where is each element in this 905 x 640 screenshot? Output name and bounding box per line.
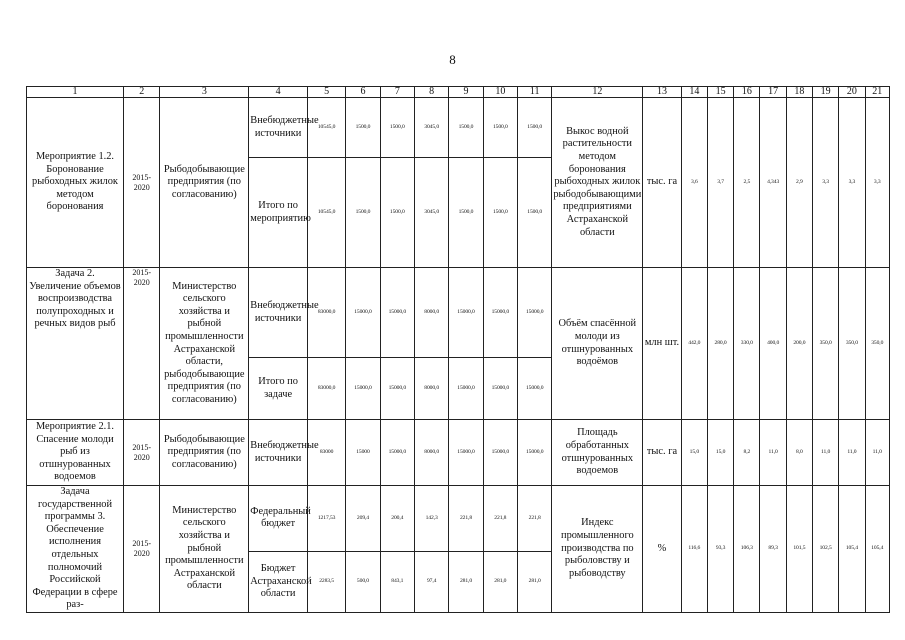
page-number: 8	[449, 52, 456, 67]
col-header: 10	[483, 87, 517, 98]
amount-cell: 500,0	[346, 551, 380, 612]
col-header: 2	[124, 87, 160, 98]
col-header: 3	[160, 87, 249, 98]
task-name: Задача 2. Увеличение объемов воспроизводства полупроходных и речных видов рыб	[27, 268, 124, 420]
unit-cell: тыс. га	[643, 98, 681, 268]
amount-cell: 15000,0	[346, 268, 380, 358]
amount-cell: 15000,0	[449, 420, 483, 486]
amount-cell: 15000,0	[346, 358, 380, 420]
funding-source: Итого по задаче	[249, 358, 308, 420]
indicator-value: 89,3	[760, 486, 786, 613]
amount-cell: 221,8	[483, 486, 517, 552]
amount-cell: 15000,0	[518, 358, 552, 420]
col-header: 12	[552, 87, 643, 98]
col-header: 15	[707, 87, 733, 98]
years-cell: 2015-2020	[124, 420, 160, 486]
table-row	[27, 420, 890, 486]
indicator-value: 3,3	[865, 98, 889, 268]
funding-source: Итого по мероприятию	[249, 158, 308, 268]
executor-cell: Министерство сельского хозяйства и рыбной промышленности Астраханской области, рыбодобывающие предприятия (по согласованию)	[160, 268, 249, 420]
years-cell: 2015-2020	[124, 98, 160, 268]
indicator-value: 280,0	[707, 268, 733, 420]
col-header: 19	[813, 87, 839, 98]
years-cell: 2015-2020	[124, 268, 160, 420]
col-header: 20	[839, 87, 865, 98]
unit-cell: тыс. га	[643, 420, 681, 486]
col-header: 21	[865, 87, 889, 98]
indicator-value: 3,3	[813, 98, 839, 268]
indicator-value: 2,9	[786, 98, 812, 268]
amount-cell: 15000,0	[483, 358, 517, 420]
funding-source: Внебюджетные источники	[249, 98, 308, 158]
activity-name: Мероприятие 1.2. Боронование рыбоходных жилок методом боронования	[27, 98, 124, 268]
executor-cell: Рыбодобывающие предприятия (по согласованию)	[160, 420, 249, 486]
executor-cell: Рыбодобывающие предприятия (по согласованию)	[160, 98, 249, 268]
indicator-cell: Объём спасённой молоди из отшнурованных водоёмов	[552, 268, 643, 420]
amount-cell: 221,8	[518, 486, 552, 552]
amount-cell: 83000,0	[307, 358, 345, 420]
col-header: 14	[681, 87, 707, 98]
amount-cell: 221,8	[449, 486, 483, 552]
amount-cell: 15000,0	[518, 268, 552, 358]
task-name: Задача государственной программы 3. Обеспечение исполнения отдельных полномочий Российской Федерации в сфере раз-	[27, 486, 124, 613]
unit-cell: млн шт.	[643, 268, 681, 420]
unit-cell: %	[643, 486, 681, 613]
amount-cell: 15000,0	[380, 268, 414, 358]
amount-cell: 3045,0	[414, 98, 448, 158]
amount-cell: 843,1	[380, 551, 414, 612]
amount-cell: 1500,0	[518, 98, 552, 158]
indicator-value: 330,0	[734, 268, 760, 420]
program-table	[26, 86, 890, 613]
indicator-value: 11,0	[865, 420, 889, 486]
amount-cell: 281,0	[449, 551, 483, 612]
amount-cell: 15000	[346, 420, 380, 486]
col-header: 11	[518, 87, 552, 98]
amount-cell: 2283,5	[307, 551, 345, 612]
amount-cell: 1217,53	[307, 486, 345, 552]
indicator-value: 15,0	[681, 420, 707, 486]
indicator-value: 102,5	[813, 486, 839, 613]
funding-source: Внебюджетные источники	[249, 420, 308, 486]
indicator-value: 11,0	[760, 420, 786, 486]
indicator-cell: Выкос водной растительности методом боронования рыбоходных жилок рыбодобывающими предприятиями Астраханской области	[552, 98, 643, 268]
years-cell: 2015-2020	[124, 486, 160, 613]
amount-cell: 15000,0	[380, 358, 414, 420]
amount-cell: 1500,0	[380, 158, 414, 268]
indicator-cell: Индекс промышленного производства по рыболовству и рыбоводству	[552, 486, 643, 613]
amount-cell: 15000,0	[483, 268, 517, 358]
col-header: 17	[760, 87, 786, 98]
amount-cell: 8000,0	[414, 420, 448, 486]
amount-cell: 1500,0	[483, 98, 517, 158]
indicator-value: 200,0	[786, 268, 812, 420]
activity-name: Мероприятие 2.1. Спасение молоди рыб из отшнурованных водоемов	[27, 420, 124, 486]
amount-cell: 209,4	[346, 486, 380, 552]
col-header: 16	[734, 87, 760, 98]
indicator-value: 3,7	[707, 98, 733, 268]
col-header: 9	[449, 87, 483, 98]
amount-cell: 281,0	[483, 551, 517, 612]
table-row	[27, 98, 890, 158]
amount-cell: 1500,0	[346, 98, 380, 158]
indicator-value: 15,0	[707, 420, 733, 486]
indicator-cell: Площадь обработанных отшнурованных водоемов	[552, 420, 643, 486]
indicator-value: 2,5	[734, 98, 760, 268]
indicator-value: 3,6	[681, 98, 707, 268]
indicator-value: 3,3	[839, 98, 865, 268]
amount-cell: 3045,0	[414, 158, 448, 268]
indicator-value: 350,0	[865, 268, 889, 420]
amount-cell: 15000,0	[449, 268, 483, 358]
amount-cell: 15000,0	[449, 358, 483, 420]
indicator-value: 400,0	[760, 268, 786, 420]
col-header: 1	[27, 87, 124, 98]
indicator-value: 8,0	[786, 420, 812, 486]
col-header: 18	[786, 87, 812, 98]
indicator-value: 93,3	[707, 486, 733, 613]
table-row	[27, 268, 890, 358]
amount-cell: 142,3	[414, 486, 448, 552]
col-header: 4	[249, 87, 308, 98]
indicator-value: 4,343	[760, 98, 786, 268]
amount-cell: 15000,0	[518, 420, 552, 486]
amount-cell: 1500,0	[483, 158, 517, 268]
amount-cell: 83000,0	[307, 268, 345, 358]
amount-cell: 200,4	[380, 486, 414, 552]
indicator-value: 350,0	[813, 268, 839, 420]
col-header: 13	[643, 87, 681, 98]
header-row	[27, 87, 890, 98]
indicator-value: 105,4	[839, 486, 865, 613]
amount-cell: 97,4	[414, 551, 448, 612]
col-header: 5	[307, 87, 345, 98]
amount-cell: 1500,0	[449, 98, 483, 158]
funding-source: Бюджет Астраханской области	[249, 551, 308, 612]
funding-source: Федеральный бюджет	[249, 486, 308, 552]
amount-cell: 1500,0	[449, 158, 483, 268]
table-row	[27, 486, 890, 552]
indicator-value: 8,2	[734, 420, 760, 486]
indicator-value: 442,0	[681, 268, 707, 420]
col-header: 7	[380, 87, 414, 98]
amount-cell: 15000,0	[483, 420, 517, 486]
col-header: 8	[414, 87, 448, 98]
amount-cell: 281,0	[518, 551, 552, 612]
funding-source: Внебюджетные источники	[249, 268, 308, 358]
indicator-value: 105,4	[865, 486, 889, 613]
indicator-value: 11,0	[813, 420, 839, 486]
amount-cell: 8000,0	[414, 358, 448, 420]
amount-cell: 1500,0	[346, 158, 380, 268]
indicator-value: 101,5	[786, 486, 812, 613]
col-header: 6	[346, 87, 380, 98]
amount-cell: 15000,0	[380, 420, 414, 486]
indicator-value: 350,0	[839, 268, 865, 420]
amount-cell: 1500,0	[380, 98, 414, 158]
executor-cell: Министерство сельского хозяйства и рыбной промышленности Астраханской области	[160, 486, 249, 613]
indicator-value: 11,0	[839, 420, 865, 486]
amount-cell: 10545,0	[307, 158, 345, 268]
amount-cell: 1500,0	[518, 158, 552, 268]
amount-cell: 8000,0	[414, 268, 448, 358]
amount-cell: 83000	[307, 420, 345, 486]
amount-cell: 10545,0	[307, 98, 345, 158]
indicator-value: 106,3	[734, 486, 760, 613]
indicator-value: 116,6	[681, 486, 707, 613]
